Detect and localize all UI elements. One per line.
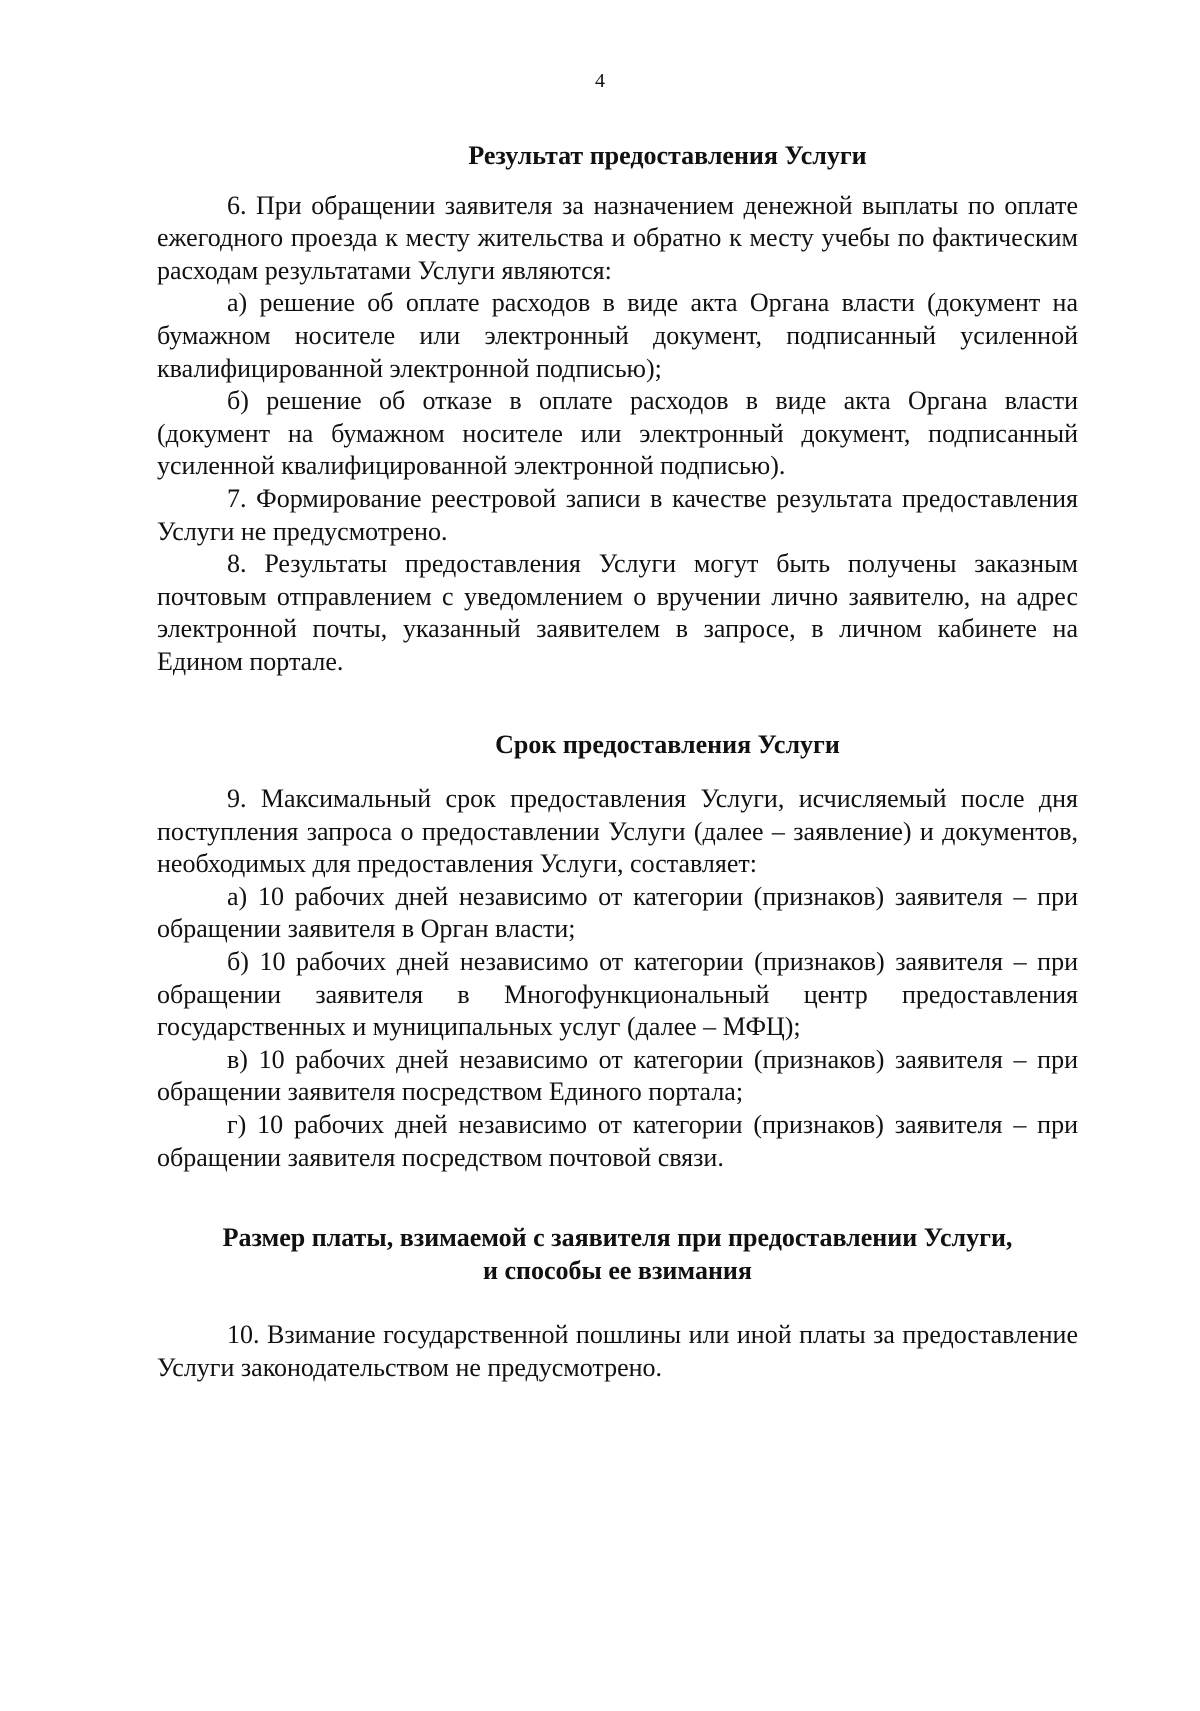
paragraph-6b: б) решение об отказе в оплате расходов в виде акта Органа власти (документ на бумажном носителе или электронный документ, подписанный усиленной квалифицированной электронной подписью). [157,386,1078,481]
section-heading-fee-line1: Размер платы, взимаемой с заявителя при предоставлении Услуги, [222,1223,1013,1253]
paragraph-6a: а) решение об оплате расходов в виде акта Органа власти (документ на бумажном носителе или электронный документ, подписанный усиленной квалифицированной электронной подписью); [157,288,1078,383]
paragraph-9g: г) 10 рабочих дней независимо от категории (признаков) заявителя – при обращении заявителя посредством почтовой связи. [157,1110,1078,1172]
paragraph-6: 6. При обращении заявителя за назначением денежной выплаты по оплате ежегодного проезда к месту жительства и обратно к месту учебы по фактическим расходам результатами Услуги являются: [157,190,1078,285]
document-body [157,140,1078,1385]
paragraph-9: 9. Максимальный срок предоставления Услуги, исчисляемый после дня поступления запроса о предоставлении Услуги (далее – заявление) и документов, необходимых для предоставления Услуги, составляет: [157,784,1078,879]
paragraph-9b: б) 10 рабочих дней независимо от категории (признаков) заявителя – при обращении заявителя в Многофункциональный центр предоставления государственных и муниципальных услуг (далее – МФЦ); [157,947,1078,1042]
section-heading-fee-line2: и способы ее взимания [483,1255,752,1285]
section-heading-result: Результат предоставления Услуги [468,141,867,170]
paragraph-7: 7. Формирование реестровой записи в качестве результата предоставления Услуги не предусмотрено. [157,483,1078,546]
paragraph-8: 8. Результаты предоставления Услуги могут быть получены заказным почтовым отправлением с уведомлением о вручении лично заявителю, на адрес электронной почты, указанный заявителем в запросе, в личном кабинете на Едином портале. [157,549,1078,676]
section-heading-fee [157,1222,1078,1287]
paragraph-9a: а) 10 рабочих дней независимо от категории (признаков) заявителя – при обращении заявителя в Орган власти; [157,881,1078,944]
section-heading-term: Срок предоставления Услуги [495,729,840,759]
page-number: 4 [595,70,605,92]
paragraph-9v: в) 10 рабочих дней независимо от категории (признаков) заявителя – при обращении заявителя посредством Единого портала; [157,1044,1078,1107]
paragraph-10: 10. Взимание государственной пошлины или иной платы за предоставление Услуги законодательством не предусмотрено. [157,1320,1078,1382]
